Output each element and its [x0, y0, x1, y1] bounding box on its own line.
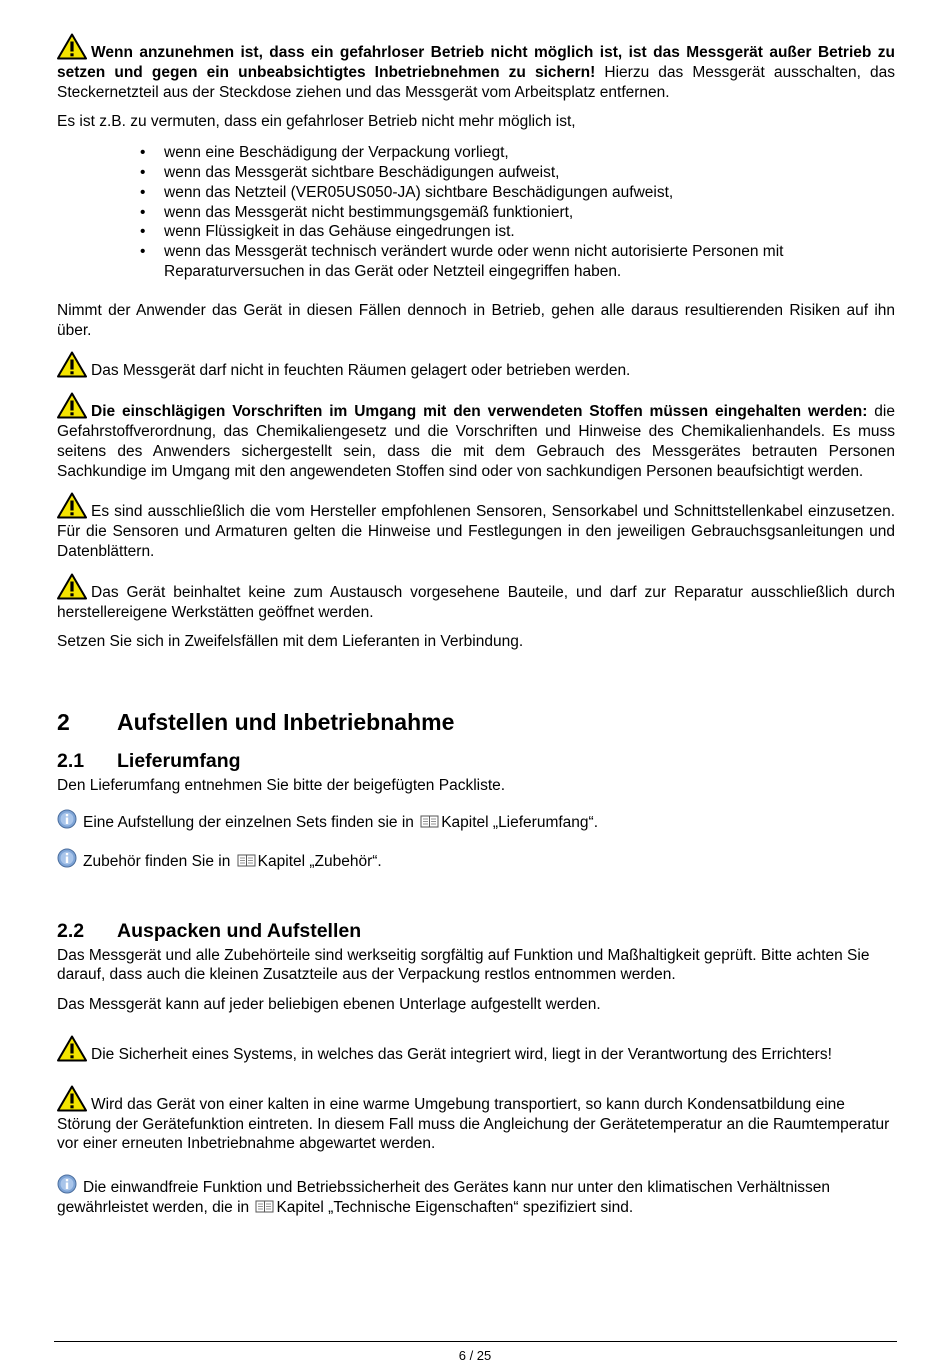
warning-triangle-icon — [57, 1085, 87, 1112]
paragraph-intro-list: Es ist z.B. zu vermuten, dass ein gefahrloser Betrieb nicht mehr möglich ist, — [57, 113, 576, 131]
bullet-list — [57, 143, 895, 282]
warning-body-text: Das Gerät beinhaltet keine zum Austausch vorgesehene Bauteile, und darf zur Reparatur ausschließlich durch herstellereigene Werkstätten geöffnet werden. — [57, 583, 895, 621]
warning-triangle-icon — [57, 1035, 87, 1062]
warning-body-text: Wird das Gerät von einer kalten in eine warme Umgebung transportiert, so kann durch Kondensatbildung eine Störung der Gerätefunktion eintreten. In diesem Fall muss die Angleichung der Gerätetemperatur an die Raumtemperatur vor einer erneuten Inbetriebnahme abgewartet werden. — [57, 1095, 890, 1153]
list-item: • wenn das Messgerät sichtbare Beschädigungen aufweist, — [57, 163, 895, 183]
info-paragraph-accessories — [57, 848, 895, 872]
warning-paragraph-condensation — [57, 1085, 895, 1154]
chapter-reference: Kapitel „Lieferumfang“. — [441, 813, 599, 831]
warning-bold-text: Die einschlägigen Vorschriften im Umgang mit den verwendeten Stoffen müssen eingehalten werden: — [91, 403, 868, 421]
section-heading-2-2 — [57, 919, 895, 943]
list-item: • wenn das Messgerät technisch verändert wurde oder wenn nicht autorisierte Personen mit Reparaturversuchen in das Gerät oder Netzteil eingegriffen haben. — [57, 242, 895, 282]
document-page — [57, 33, 895, 1218]
info-circle-icon — [57, 848, 77, 868]
info-circle-icon — [57, 809, 77, 829]
warning-triangle-icon — [57, 492, 87, 519]
info-text: Zubehör finden Sie in — [83, 852, 231, 870]
chapter-reference: Kapitel „Technische Eigenschaften“ spezifiziert sind. — [276, 1198, 634, 1216]
page-number: 6 / 25 — [458, 1348, 492, 1363]
warning-triangle-icon — [57, 33, 87, 60]
warning-body-text: Die Sicherheit eines Systems, in welches das Gerät integriert wird, liegt in der Verantwortung des Errichters! — [91, 1045, 832, 1063]
book-reference-icon — [255, 1199, 274, 1213]
warning-body-text: Es sind ausschließlich die vom Hersteller empfohlenen Sensoren, Sensorkabel und Schnittstellenkabel einzusetzen. Für die Sensoren und Armaturen gelten die Hinweise und Festlegungen in den jeweiligen Gebrauchsgsanleitungen und Datenblättern. — [57, 503, 895, 560]
book-reference-icon — [420, 814, 439, 828]
footer-divider — [54, 1341, 897, 1342]
list-item: • wenn das Messgerät nicht bestimmungsgemäß funktioniert, — [57, 203, 895, 223]
warning-body-text: die Gefahrstoffverordnung, das Chemikaliengesetz und die Vorschriften und Hinweise des Chemikalienhandels. Es muss seitens des Anwenders sichergestellt sein, dass die mit dem Gebrauch des Messgerätes betrauten Personen Sachkundige im Umgang mit den angewendeten Stoffen sind oder von sachkundigen Personen beaufsichtigt werden. — [57, 403, 895, 480]
warning-bold-text: Wenn anzunehmen ist, dass ein gefahrloser Betrieb nicht möglich ist, ist das Messgerät außer Betrieb zu setzen und gegen ein unbeabsichtigtes Inbetriebnehmen zu sichern! — [57, 44, 895, 81]
list-item: • wenn eine Beschädigung der Verpackung vorliegt, — [57, 143, 895, 163]
paragraph-unpacking: Das Messgerät und alle Zubehörteile sind werkseitig sorgfältig auf Funktion und Maßhaltigkeit geprüft. Bitte achten Sie darauf, dass auch die kleinen Zusatzteile aus der Verpackung restlos entnommen werden. — [57, 946, 870, 984]
warning-paragraph-repair — [57, 573, 895, 623]
section-number: 2.1 — [57, 750, 85, 773]
paragraph-placement: Das Messgerät kann auf jeder beliebigen ebenen Unterlage aufgestellt werden. — [57, 996, 601, 1014]
section-number: 2 — [57, 709, 70, 736]
section-number: 2.2 — [57, 919, 85, 942]
section-title: Auspacken und Aufstellen — [117, 919, 362, 942]
warning-body-text: Das Messgerät darf nicht in feuchten Räumen gelagert oder betrieben werden. — [91, 362, 631, 380]
warning-paragraph-sensors — [57, 492, 895, 561]
warning-paragraph-system-safety — [57, 1035, 895, 1065]
paragraph-packlist: Den Lieferumfang entnehmen Sie bitte der beigefügten Packliste. — [57, 777, 506, 795]
list-item: • wenn das Netzteil (VER05US050-JA) sichtbare Beschädigungen aufweist, — [57, 183, 895, 203]
section-heading-2-1 — [57, 749, 895, 773]
warning-triangle-icon — [57, 392, 87, 419]
warning-triangle-icon — [57, 351, 87, 378]
list-item: • wenn Flüssigkeit in das Gehäuse eingedrungen ist. — [57, 222, 895, 242]
section-title: Aufstellen und Inbetriebnahme — [117, 709, 455, 736]
info-paragraph-climate — [57, 1174, 895, 1218]
warning-body-text: Hierzu das Messgerät ausschalten, das Steckernetzteil aus der Steckdose ziehen und das Messgerät vom Arbeitsplatz entfernen. — [57, 63, 895, 101]
warning-triangle-icon — [57, 573, 87, 600]
info-text: Eine Aufstellung der einzelnen Sets finden sie in — [83, 813, 414, 831]
warning-paragraph-regulations — [57, 392, 895, 481]
info-paragraph-sets — [57, 809, 895, 833]
section-heading-2 — [57, 708, 895, 736]
paragraph-contact: Setzen Sie sich in Zweifelsfällen mit dem Lieferanten in Verbindung. — [57, 633, 524, 651]
warning-paragraph-shutdown — [57, 33, 895, 102]
info-text: Die einwandfreie Funktion und Betriebssicherheit des Gerätes kann nur unter den klimatischen Verhältnissen gewährleistet werden, die in — [57, 1179, 831, 1216]
paragraph-risk: Nimmt der Anwender das Gerät in diesen Fällen dennoch in Betrieb, gehen alle daraus resultierenden Risiken auf ihn über. — [57, 301, 895, 339]
chapter-reference: Kapitel „Zubehör“. — [257, 852, 382, 870]
book-reference-icon — [237, 853, 256, 867]
warning-paragraph-humidity — [57, 351, 895, 381]
section-title: Lieferumfang — [117, 750, 241, 773]
info-circle-icon — [57, 1174, 77, 1194]
